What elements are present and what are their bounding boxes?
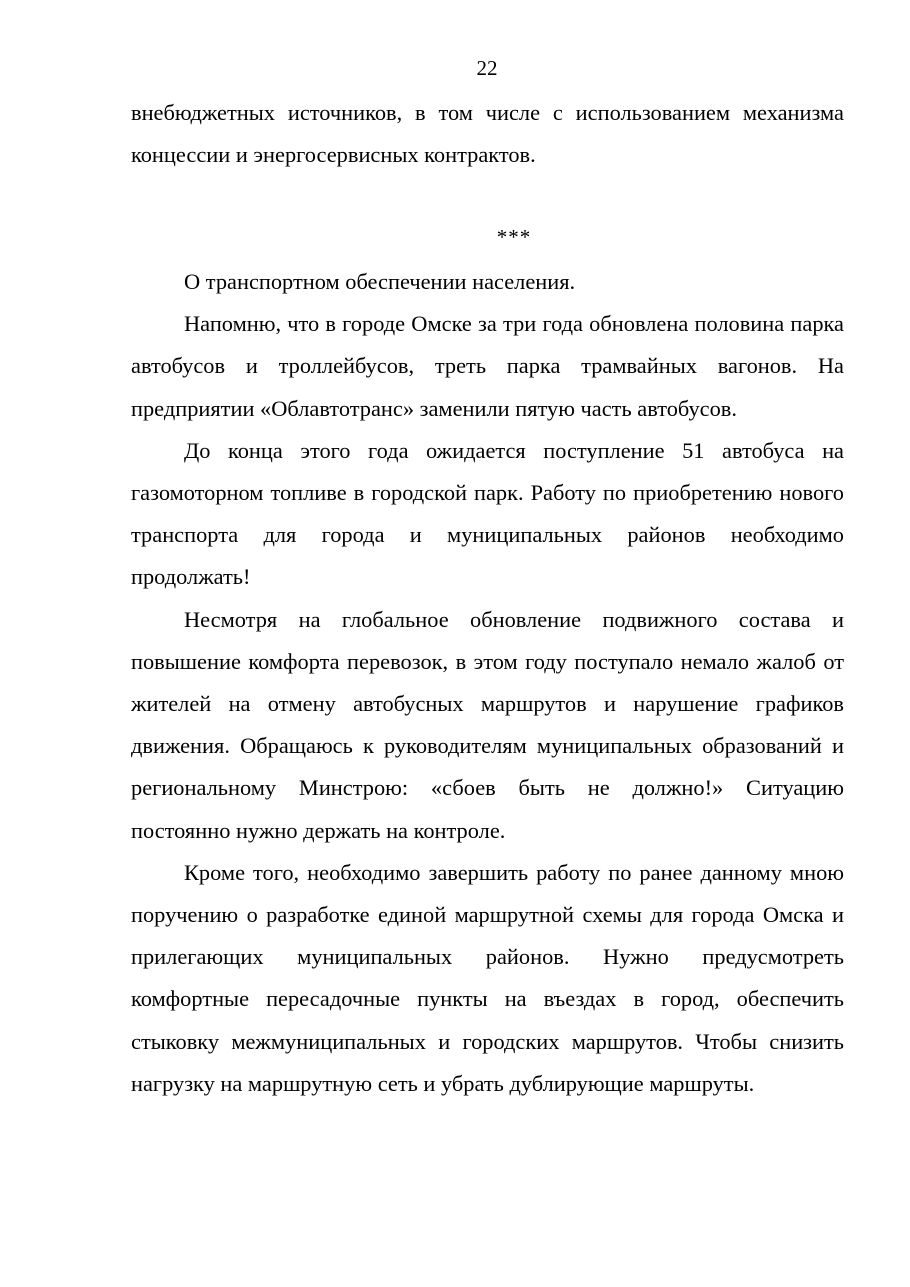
section-separator: *** <box>496 225 532 249</box>
section-body <box>131 261 844 1105</box>
body-paragraph-route-scheme: Кроме того, необходимо завершить работу по ранее данному мною поручению о разработке единой маршрутной схемы для города Омска и прилегающих муниципальных районов. Нужно предусмотреть комфортные пересадочные пункты на въездах в город, обеспечить стыковку межмуниципальных и городских маршрутов. Чтобы снизить нагрузку на маршрутную сеть и убрать дублирующие маршруты. <box>131 859 844 1096</box>
continuation-paragraph: внебюджетных источников, в том числе с использованием механизма концессии и энергосервисных контрактов. <box>131 100 844 168</box>
continuation-block <box>131 92 844 176</box>
body-paragraph-new-buses: До конца этого года ожидается поступление 51 автобуса на газомоторном топливе в городской парк. Работу по приобретению нового транспорта для города и муниципальных районов необходимо продолжать! <box>131 437 844 590</box>
section-heading-paragraph: О транспортном обеспечении населения. <box>184 269 576 294</box>
body-paragraph-complaints: Несмотря на глобальное обновление подвижного состава и повышение комфорта перевозок, в этом году поступало немало жалоб от жителей на отмену автобусных маршрутов и нарушение графиков движения. Обращаюсь к руководителям муниципальных образований и региональному Минстрою: «сбоев быть не должно!» Ситуацию постоянно нужно держать на контроле. <box>131 606 844 843</box>
page-number: 22 <box>476 56 498 80</box>
body-paragraph-fleet-renewal: Напомню, что в городе Омске за три года обновлена половина парка автобусов и троллейбусов, треть парка трамвайных вагонов. На предприятии «Облавтотранс» заменили пятую часть автобусов. <box>131 311 844 421</box>
